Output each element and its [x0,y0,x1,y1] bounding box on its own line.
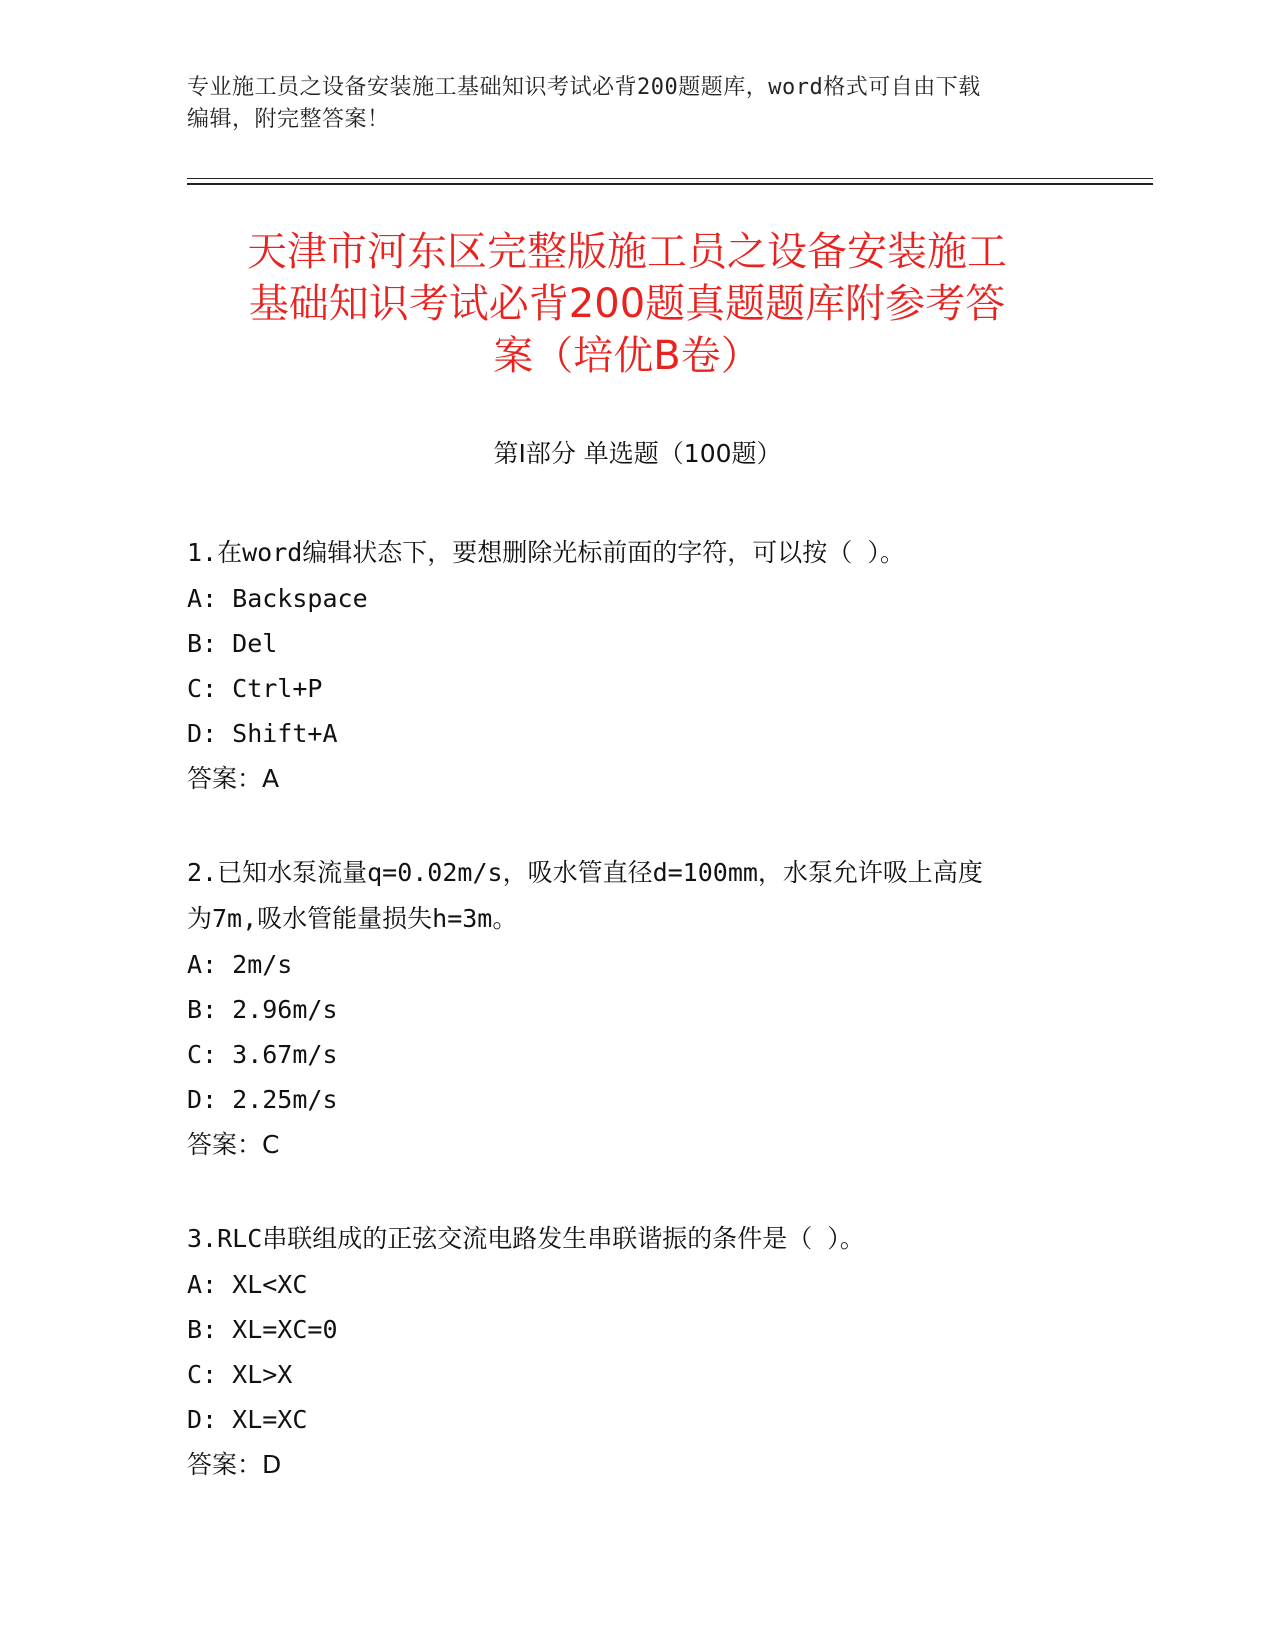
header-note-line: 编辑，附完整答案！ [187,107,390,132]
title-line: 案（培优B卷） [493,333,761,379]
title-line: 天津市河东区完整版施工员之设备安装施工 [247,229,1007,275]
title-line: 基础知识考试必背200题真题题库附参考答 [248,281,1006,327]
header-note [187,72,1087,136]
answer: 答案：C [187,1130,280,1159]
question-item [187,850,1087,1168]
option-b: B: 2.96m/s [187,995,338,1024]
question-list [187,530,1087,1536]
question-item [187,1216,1087,1488]
section-heading: 第Ⅰ部分 单选题（100题） [493,439,782,468]
option-c: C: XL>X [187,1360,293,1389]
option-a: A: XL<XC [187,1270,308,1299]
option-a: A: Backspace [187,584,368,613]
option-d: D: 2.25m/s [187,1085,338,1114]
answer: 答案：A [187,764,280,793]
question-item [187,530,1087,802]
option-a: A: 2m/s [187,950,293,979]
header-divider [187,178,1153,185]
answer: 答案：D [187,1450,282,1479]
question-stem: 2.已知水泵流量q=0.02m/s，吸水管直径d=100mm，水泵允许吸上高度 [187,858,983,887]
question-stem-continued: 为7m,吸水管能量损失h=3m。 [187,904,518,933]
option-c: C: Ctrl+P [187,674,323,703]
option-b: B: XL=XC=0 [187,1315,338,1344]
question-stem: 1.在word编辑状态下，要想删除光标前面的字符，可以按（ ）。 [187,538,905,567]
option-d: D: Shift+A [187,719,338,748]
option-c: C: 3.67m/s [187,1040,338,1069]
question-stem: 3.RLC串联组成的正弦交流电路发生串联谐振的条件是（ ）。 [187,1224,865,1253]
option-b: B: Del [187,629,278,658]
option-d: D: XL=XC [187,1405,308,1434]
page-title [187,226,1067,382]
header-note-line: 专业施工员之设备安装施工基础知识考试必背200题题库，word格式可自由下载 [187,75,981,100]
